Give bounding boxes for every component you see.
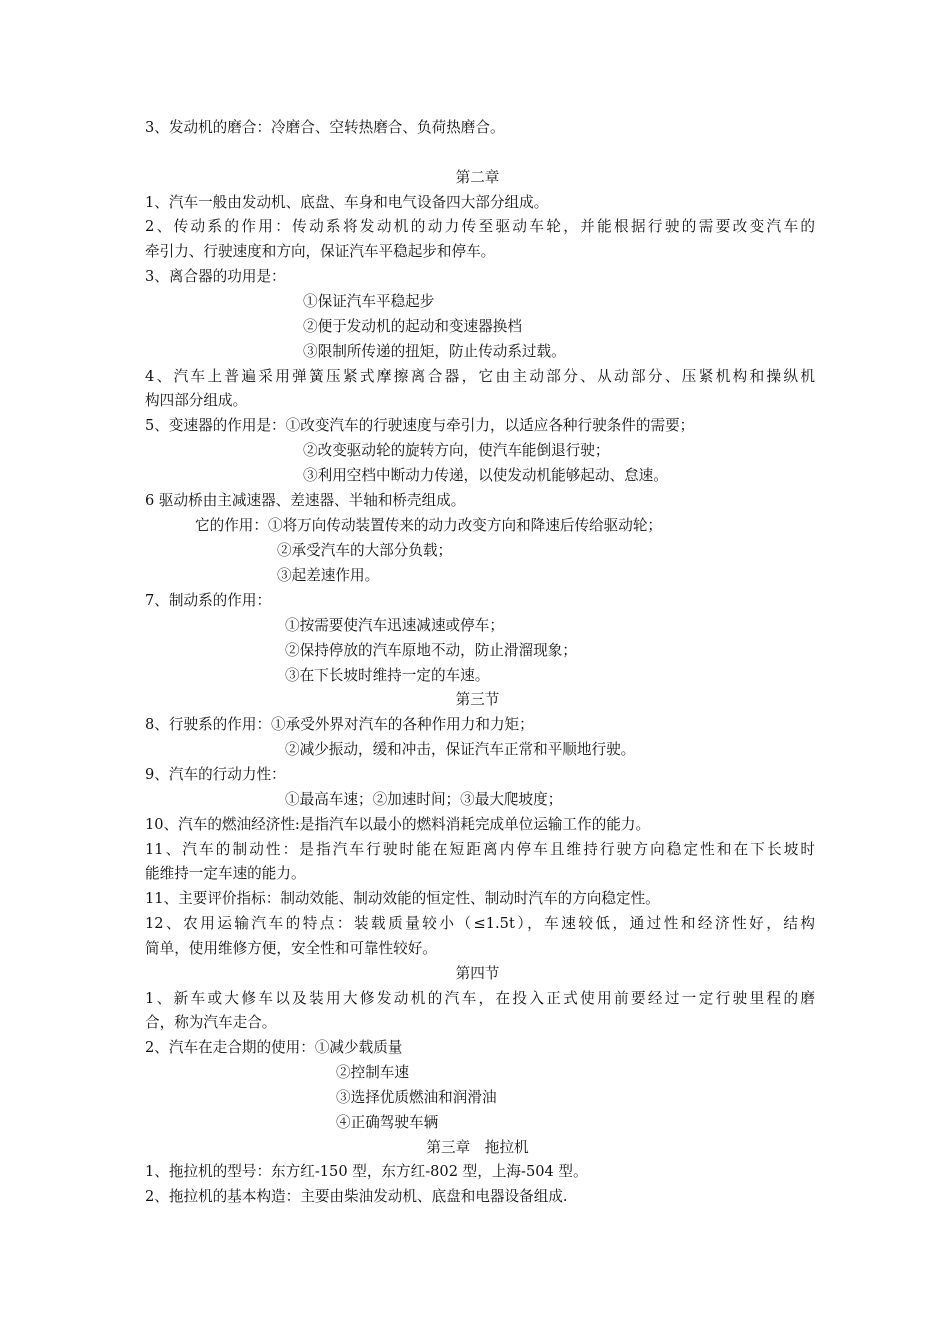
list-item: ②改变驱动轮的旋转方向，使汽车能倒退行驶；	[303, 442, 610, 459]
section-heading: 第三节	[455, 691, 500, 708]
text-line: 8、行驶系的作用：①承受外界对汽车的各种作用力和力矩；	[145, 716, 534, 733]
list-item: ②便于发动机的起动和变速器换档	[303, 318, 522, 335]
text-line: 1、拖拉机的型号：东方红-150 型，东方红-802 型，上海-504 型。	[145, 1163, 588, 1180]
text-line: 4、汽车上普遍采用弹簧压紧式摩擦离合器，它由主动部分、从动部分、压紧机构和操纵机	[145, 368, 815, 385]
list-item: ②控制车速	[336, 1064, 409, 1081]
text-line: 7、制动系的作用：	[145, 592, 272, 609]
text-line: 11、主要评价指标：制动效能、制动效能的恒定性、制动时汽车的方向稳定性。	[145, 890, 660, 907]
section-heading: 第四节	[455, 965, 500, 982]
text-line: 2、拖拉机的基本构造：主要由柴油发动机、底盘和电器设备组成.	[145, 1188, 568, 1205]
text-line: 它的作用：①将万向传动装置传来的动力改变方向和降速后传给驱动轮；	[195, 517, 663, 534]
text-line: 合，称为汽车走合。	[145, 1014, 277, 1031]
text-line: 简单，使用维修方便，安全性和可靠性较好。	[145, 940, 437, 957]
list-item: ③利用空档中断动力传递，以使发动机能够起动、怠速。	[303, 467, 668, 484]
text-line: 10、汽车的燃油经济性:是指汽车以最小的燃料消耗完成单位运输工作的能力。	[145, 816, 651, 833]
chapter-heading: 第二章	[455, 169, 500, 186]
list-item: ③起差速作用。	[277, 567, 380, 584]
text-line: 2、传动系的作用：传动系将发动机的动力传至驱动车轮，并能根据行驶的需要改变汽车的	[145, 218, 815, 235]
text-line: 11、汽车的制动性：是指汽车行驶时能在短距离内停车且维持行驶方向稳定性和在下长坡时	[145, 841, 815, 858]
list-item: ③限制所传递的扭矩，防止传动系过载。	[303, 343, 566, 360]
text-line: 9、汽车的行动力性：	[145, 766, 286, 783]
text-line: 3、离合器的功用是：	[145, 268, 286, 285]
text-line: 1、新车或大修车以及装用大修发动机的汽车，在投入正式使用前要经过一定行驶里程的磨	[145, 990, 815, 1007]
text-line: 12、农用运输汽车的特点：装载质量较小（≤1.5t），车速较低，通过性和经济性好，结构	[145, 915, 815, 932]
text-line: 牵引力、行驶速度和方向，保证汽车平稳起步和停车。	[145, 243, 496, 260]
list-item: ①保证汽车平稳起步	[303, 293, 435, 310]
text-line: 2、汽车在走合期的使用：①减少载质量	[145, 1039, 403, 1056]
list-item: ②减少振动，缓和冲击，保证汽车正常和平顺地行驶。	[285, 741, 636, 758]
chapter-heading: 第三章 拖拉机	[426, 1139, 529, 1156]
list-item: ③选择优质燃油和润滑油	[336, 1089, 497, 1106]
list-item: ②承受汽车的大部分负载；	[277, 542, 453, 559]
text-line: 6 驱动桥由主减速器、差速器、半轴和桥壳组成。	[145, 492, 466, 509]
text-line: 构四部分组成。	[145, 392, 248, 409]
list-item: ②保持停放的汽车原地不动，防止滑溜现象；	[285, 642, 577, 659]
list-item: ①最高车速；②加速时间；③最大爬坡度；	[285, 791, 563, 808]
list-item: ④正确驾驶车辆	[336, 1114, 439, 1131]
text-line: 5、变速器的作用是：①改变汽车的行驶速度与牵引力，以适应各种行驶条件的需要；	[145, 417, 695, 434]
text-line: 3、发动机的磨合：冷磨合、空转热磨合、负荷热磨合。	[145, 119, 505, 136]
text-line: 1、汽车一般由发动机、底盘、车身和电气设备四大部分组成。	[145, 194, 549, 211]
list-item: ③在下长坡时维持一定的车速。	[285, 667, 490, 684]
list-item: ①按需要使汽车迅速减速或停车；	[285, 617, 504, 634]
text-line: 能维持一定车速的能力。	[145, 865, 306, 882]
